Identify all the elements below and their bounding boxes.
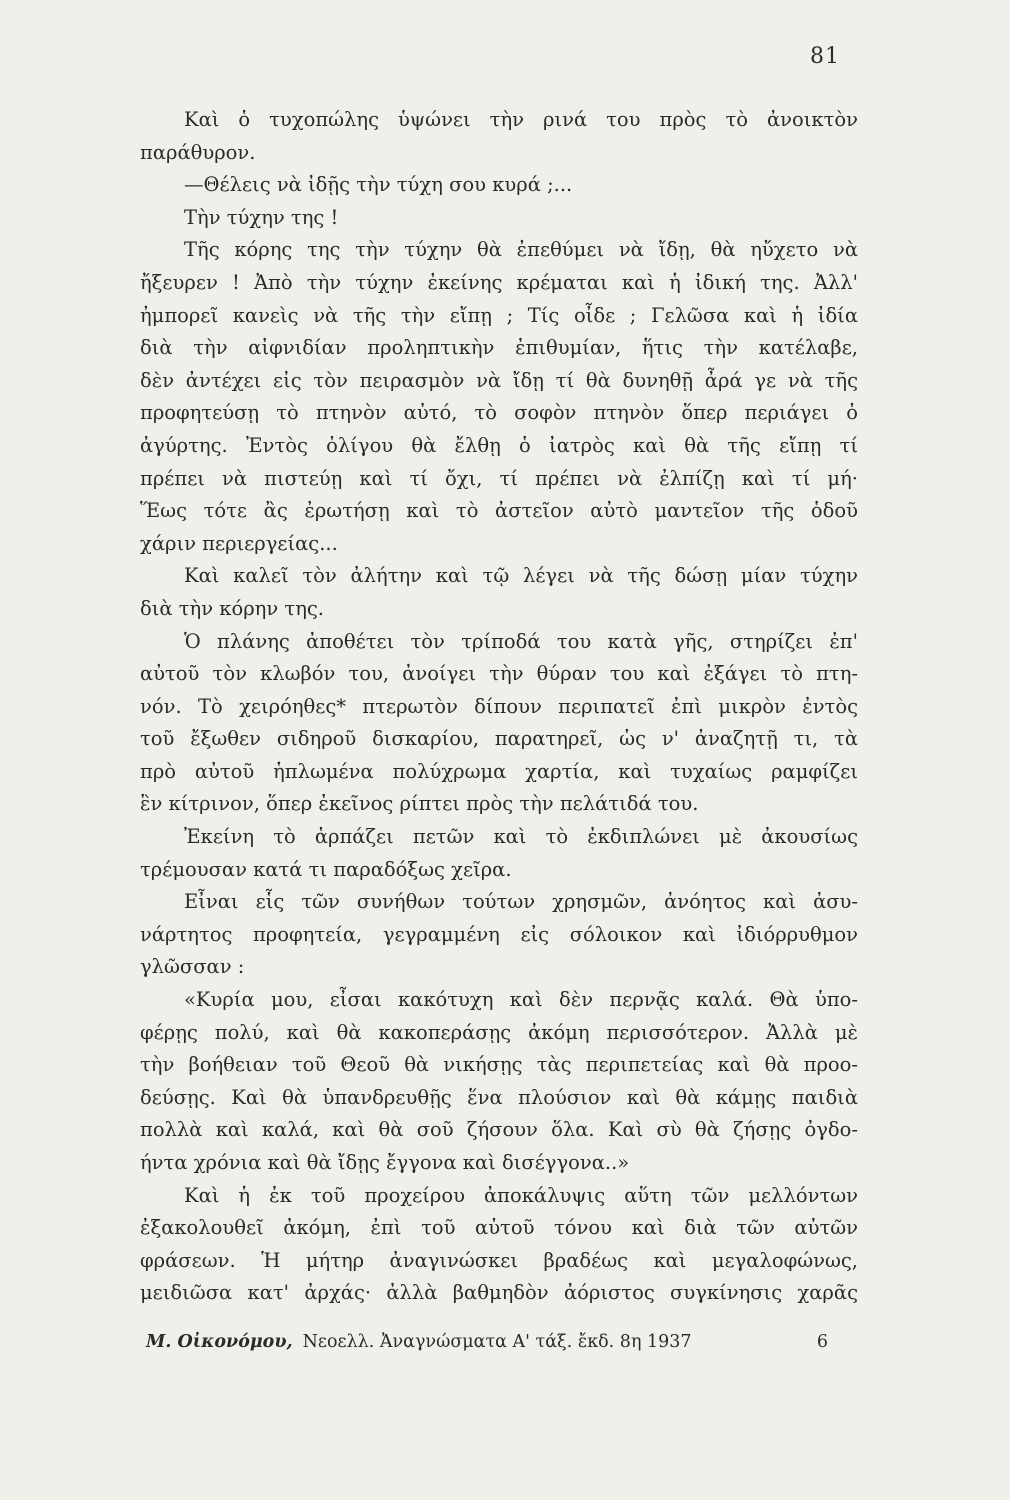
- text-line: φέρῃς πολύ, καὶ θὰ κακοπεράσῃς ἀκόμη περισσότερον. Ἀλλὰ μὲ: [140, 1020, 858, 1044]
- text-line: ἀγύρτης. Ἐντὸς ὀλίγου θὰ ἔλθῃ ὁ ἰατρὸς καὶ θὰ τῆς εἴπῃ τί: [140, 433, 858, 457]
- text-line: διὰ τὴν κόρην της.: [140, 596, 324, 620]
- text-line: δὲν ἀντέχει εἰς τὸν πειρασμὸν νὰ ἴδῃ τί θὰ δυνηθῇ ἆρά γε νὰ τῆς: [140, 368, 858, 392]
- text-line: Τὴν τύχην της !: [184, 205, 339, 229]
- text-line: Ἐκείνη τὸ ἁρπάζει πετῶν καὶ τὸ ἐκδιπλώνει μὲ ἀκουσίως: [184, 825, 858, 849]
- text-line: τοῦ ἔξωθεν σιδηροῦ δισκαρίου, παρατηρεῖ, ὡς ν' ἀναζητῇ τι, τὰ: [140, 727, 858, 751]
- text-line: ἐξακολουθεῖ ἀκόμη, ἐπὶ τοῦ αὐτοῦ τόνου καὶ διὰ τῶν αὐτῶν: [140, 1216, 858, 1240]
- text-line: ἓν κίτρινον, ὅπερ ἐκεῖνος ρίπτει πρὸς τὴν πελάτιδά του.: [140, 792, 699, 816]
- text-line: νόν. Τὸ χειρόηθες* πτερωτὸν δίπουν περιπατεῖ ἐπὶ μικρὸν ἐντὸς: [140, 694, 858, 718]
- text-line: χάριν περιεργείας...: [140, 531, 338, 555]
- text-line: φράσεων. Ἡ μήτηρ ἀναγινώσκει βραδέως καὶ μεγαλοφώνως,: [140, 1248, 858, 1272]
- text-line: Εἶναι εἷς τῶν συνήθων τούτων χρησμῶν, ἀνόητος καὶ ἀσυ-: [184, 890, 858, 914]
- text-line: Τῆς κόρης της τὴν τύχην θὰ ἐπεθύμει νὰ ἴδῃ, θὰ ηὔχετο νὰ: [184, 238, 858, 262]
- text-line: πρὸ αὐτοῦ ἡπλωμένα πολύχρωμα χαρτία, καὶ τυχαίως ραμφίζει: [140, 759, 858, 783]
- text-line: διὰ τὴν αἰφνιδίαν προληπτικὴν ἐπιθυμίαν, ἥτις τὴν κατέλαβε,: [140, 336, 858, 360]
- footer-work-title: Νεοελλ. Ἀναγνώσματα Α' τάξ. ἔκδ. 8η 1937: [302, 1332, 692, 1352]
- text-line: Καὶ ἡ ἐκ τοῦ προχείρου ἀποκάλυψις αὕτη τῶν μελλόντων: [184, 1183, 858, 1207]
- page-number: 81: [810, 44, 840, 69]
- footer-signature-mark: 6: [816, 1332, 828, 1352]
- text-line: πολλὰ καὶ καλά, καὶ θὰ σοῦ ζήσουν ὅλα. Καὶ σὺ θὰ ζήσῃς ὀγδο-: [140, 1118, 858, 1142]
- text-line: Καὶ ὁ τυχοπώλης ὑψώνει τὴν ρινά του πρὸς τὸ ἀνοικτὸν: [184, 108, 858, 131]
- text-line: —Θέλεις νὰ ἰδῇς τὴν τύχη σου κυρά ;...: [184, 173, 573, 197]
- text-line: Ἕως τότε ἂς ἐρωτήσῃ καὶ τὸ ἀστεῖον αὐτὸ μαντεῖον τῆς ὁδοῦ: [140, 499, 858, 523]
- body-text: [140, 104, 858, 1310]
- text-line: Καὶ καλεῖ τὸν ἀλήτην καὶ τῷ λέγει νὰ τῆς δώσῃ μίαν τύχην: [184, 564, 858, 588]
- text-line: πρέπει νὰ πιστεύῃ καὶ τί ὄχι, τί πρέπει νὰ ἐλπίζῃ καὶ τί μή·: [140, 466, 858, 490]
- text-line: αὐτοῦ τὸν κλωβόν του, ἀνοίγει τὴν θύραν του καὶ ἐξάγει τὸ πτη-: [140, 662, 858, 686]
- text-line: νάρτητος προφητεία, γεγραμμένη εἰς σόλοικον καὶ ἰδιόρρυθμον: [140, 922, 858, 946]
- footer-author: Μ. Οἰκονόμου,: [146, 1332, 293, 1352]
- text-line: ἠμπορεῖ κανεὶς νὰ τῆς τὴν εἴπῃ ; Τίς οἶδε ; Γελῶσα καὶ ἡ ἰδία: [140, 303, 858, 327]
- text-line: μειδιῶσα κατ' ἀρχάς· ἀλλὰ βαθμηδὸν ἀόριστος συγκίνησις χαρᾶς: [140, 1281, 858, 1305]
- text-line: γλῶσσαν :: [140, 955, 245, 979]
- text-line: προφητεύσῃ τὸ πτηνὸν αὐτό, τὸ σοφὸν πτηνὸν ὅπερ περιάγει ὁ: [140, 401, 858, 425]
- text-line: τὴν βοήθειαν τοῦ Θεοῦ θὰ νικήσῃς τὰς περιπετείας καὶ θὰ προο-: [140, 1053, 858, 1077]
- text-line: Ὁ πλάνης ἀποθέτει τὸν τρίποδά του κατὰ γῆς, στηρίζει ἐπ': [184, 629, 858, 653]
- text-line: ἤξευρεν ! Ἀπὸ τὴν τύχην ἐκείνης κρέμαται καὶ ἡ ἰδική της. Ἀλλ': [140, 270, 858, 294]
- text-line: παράθυρον.: [140, 140, 256, 164]
- text-line: ήντα χρόνια καὶ θὰ ἴδῃς ἔγγονα καὶ δισέγγονα..»: [140, 1151, 630, 1174]
- text-line: δεύσῃς. Καὶ θὰ ὑπανδρευθῇς ἕνα πλούσιον καὶ θὰ κάμῃς παιδιὰ: [140, 1085, 858, 1109]
- text-line: «Κυρία μου, εἶσαι κακότυχη καὶ δὲν περνᾷς καλά. Θὰ ὑπο-: [184, 988, 858, 1012]
- text-line: τρέμουσαν κατά τι παραδόξως χεῖρα.: [140, 857, 512, 881]
- page-footer: [146, 1332, 828, 1352]
